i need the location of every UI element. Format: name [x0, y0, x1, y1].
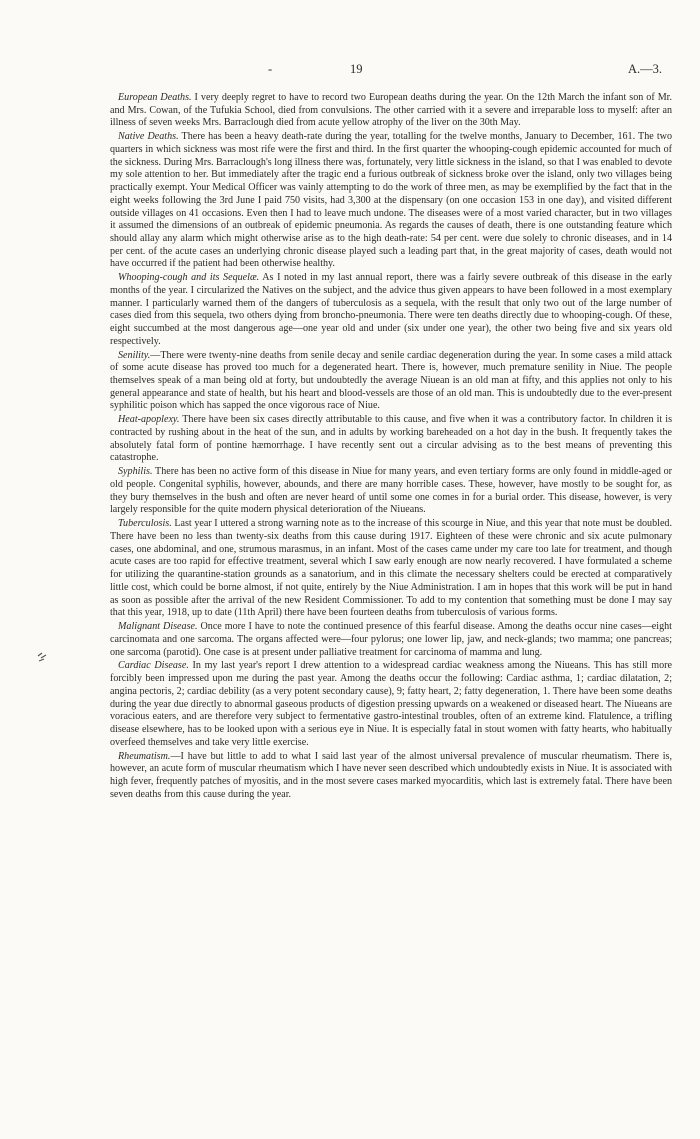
- subheading-whooping-cough: Whooping-cough and its Sequelæ.: [118, 272, 260, 284]
- paragraph-heat-apoplexy: [110, 414, 672, 465]
- paragraph-malignant-disease: [110, 621, 672, 659]
- paragraph-text: In my last year's report I drew attention to a widespread cardiac weakness among the Niueans. This has still more forcibly been impressed upon me during the past year. Among the deaths occur the following: Cardiac asthma, 1; cardiac dilatation, 2; angina pectoris, 2; cardiac debility (as a very potent secondary cause), 9; fatty heart, 2; fatty degeneration, 1. There have been some deaths during the year due directly to abnormal gaseous products of digestion pressing upwards on a weakened or diseased heart. The Niueans are voracious eaters, and are therefore very subject to fermentative gastro-intestinal troubles, often of an extreme kind. Flatulence, a trifling disease elsewhere, has to be looked upon with a serious eye in Niue. It is especially fatal in stout women with fatty hearts, who habitually overfeed themselves and take very little exercise.: [110, 660, 673, 748]
- paragraph-tuberculosis: [110, 518, 672, 620]
- header-dash: -: [268, 62, 273, 76]
- page-number: 19: [350, 62, 363, 76]
- paragraph-text: There have been six cases directly attributable to this cause, and five when it was a contributory factor. In children it is contracted by rushing about in the heat of the sun, and in adults by working bareheaded on a hot day in the bush. It frequently takes the absolutely fatal form of pontine hæmorrhage. I have recently sent out a circular advising as to the best means of preventing this catastrophe.: [110, 414, 672, 464]
- paragraph-cardiac-disease: [110, 660, 672, 749]
- document-reference: A.—3.: [627, 62, 662, 76]
- paragraph-senility: [110, 350, 672, 414]
- paragraph-text: I very deeply regret to have to record two European deaths during the year. On the 12th March the infant son of Mr. and Mrs. Cowan, of the Tufukia School, died from convulsions. The other carried with it a severe and irreparable loss to myself: after an illness of seven weeks Mrs. Barraclough died from acute yellow atrophy of the liver on the 30th May.: [110, 92, 673, 129]
- body-text: [110, 92, 672, 803]
- paragraph-text: There has been a heavy death-rate during the year, totalling for the twelve months, January to December, 161. The two quarters in which sickness was most rife were the first and third. In the first quarter the whooping-cough epidemic accounted for much of the sickness. During Mrs. Barraclough's long illness there was, fortunately, very little sickness in the island, so that I was enabled to devote my sole attention to her. But immediately after the tragic end a furious outbreak of sickness broke over the island, only two villages being practically exempt. Your Medical Officer was vainly attempting to do the work of three men, as may be exemplified by the fact that in the eight weeks following the 3rd June I paid 750 visits, had 3,300 at the dispensary (on one occasion 153 in one day), and visited different outside villages on 41 occasions. Even then I had to leave much undone. The diseases were of a most varied character, but in two villages it assumed the dimensions of an outbreak of epidemic pneumonia. As regards the causes of death, there is one outstanding feature which should allay any alarm which might otherwise arise as to the high death-rate: 54 per cent. were due solely to chronic diseases, and in 14 per cent. of the acute cases an underlying chronic disease played such a leading part that, in the great majority of cases, death would not have occurred if the patient had been otherwise healthy.: [110, 131, 672, 270]
- paragraph-rheumatism: [110, 751, 672, 802]
- subheading-cardiac-disease: Cardiac Disease.: [118, 660, 189, 672]
- paragraph-text: As I noted in my last annual report, there was a fairly severe outbreak of this disease in the early months of the year. I circularized the Natives on the subject, and the advice thus given appears to have been followed in a most exemplary manner. I particularly warned them of the dangers of tuberculosis as a sequela, with the result that only two out of the large number of cases died from this sequela, two others dying from broncho-pneumonia. There were ten deaths directly due to whooping-cough. Of these, eight succumbed at the most dangerous age—one year old and under (six under one year), the other two being five and six years old respectively.: [110, 272, 672, 347]
- paragraph-text: Last year I uttered a strong warning note as to the increase of this scourge in Niue, and this year that note must be doubled. There have been no less than twenty-six deaths from this cause during 1917. Eighteen of these were chronic and six acute pulmonary cases, one abdominal, and one, strumous marasmus, in an infant. Most of the cases came under my care too late for treatment, and though acute cases are too rapid for effective treatment, several which I saw early enough are now nearly recovered. I have formulated a scheme for utilizing the quarantine-station grounds as a sanatorium, and in this climate the necessary shelters could be erected at comparatively little cost, which could be borne almost, if not quite, entirely by the Niue Administration. I am in hopes that this work will be put in hand as soon as possible after the arrival of the new Resident Commissioner. To add to my contention that something must be done I may say that this year, 1918, up to date (11th April) there have been fourteen deaths from tuberculosis of various forms.: [110, 518, 672, 619]
- paragraph-european-deaths: [110, 92, 672, 130]
- subheading-european-deaths: European Deaths.: [118, 92, 192, 103]
- paragraph-text: Once more I have to note the continued presence of this fearful disease. Among the deaths occur nine cases—eight carcinomata and one sarcoma. The organs affected were—four pylorus; one lower lip, jaw, and neck-glands; two mamma; one pancreas; one sarcoma (parotid). One case is at present under palliative treatment for carcinoma of mamma and lung.: [110, 621, 672, 658]
- subheading-syphilis: Syphilis.: [118, 466, 153, 478]
- paragraph-text: —I have but little to add to what I said last year of the almost universal prevalence of muscular rheumatism. There is, however, an acute form of muscular rheumatism which I have never seen described which undoubtedly exists in Niue. It is associated with high fever, frequently patches of myositis, and in the most severe cases marked myocarditis, which last is extremely fatal. There have been seven deaths from this cause during the year.: [110, 750, 672, 800]
- paragraph-native-deaths: [110, 131, 672, 271]
- subheading-tuberculosis: Tuberculosis.: [118, 518, 172, 530]
- subheading-native-deaths: Native Deaths.: [118, 131, 179, 143]
- subheading-senility: Senility.: [118, 349, 151, 361]
- subheading-malignant-disease: Malignant Disease.: [118, 621, 198, 633]
- paragraph-text: There has been no active form of this disease in Niue for many years, and even tertiary forms are only found in middle-aged or old people. Congenital syphilis, however, abounds, and there are many horrible cases. These, however, have mostly to be sought for, as they bury themselves in the bush and often are never heard of until some one comes in for a burial order. This disease, however, is very largely responsible for the quite modern physical deterioration of the Niueans.: [110, 466, 672, 516]
- paragraph-text: —There were twenty-nine deaths from senile decay and senile cardiac degeneration during the year. In some cases a mild attack of some acute disease has proved too much for a degenerated heart. There is, however, much premature senility in Niue. The people themselves speak of a man being old at forty, but undoubtedly the average Niuean is an old man at fifty, and this applies not only to his general appearance and state of health, but his heart and blood-vessels are those of an old man. This is undoubtedly due to the ever-present syphilitic poison which has sapped the once vigorous race of Niue.: [110, 349, 672, 412]
- page-header: [110, 62, 662, 80]
- subheading-heat-apoplexy: Heat-apoplexy.: [118, 414, 180, 426]
- paragraph-whooping-cough: [110, 272, 672, 348]
- margin-mark: [36, 650, 50, 664]
- subheading-rheumatism: Rheumatism.: [118, 750, 171, 762]
- paragraph-syphilis: [110, 466, 672, 517]
